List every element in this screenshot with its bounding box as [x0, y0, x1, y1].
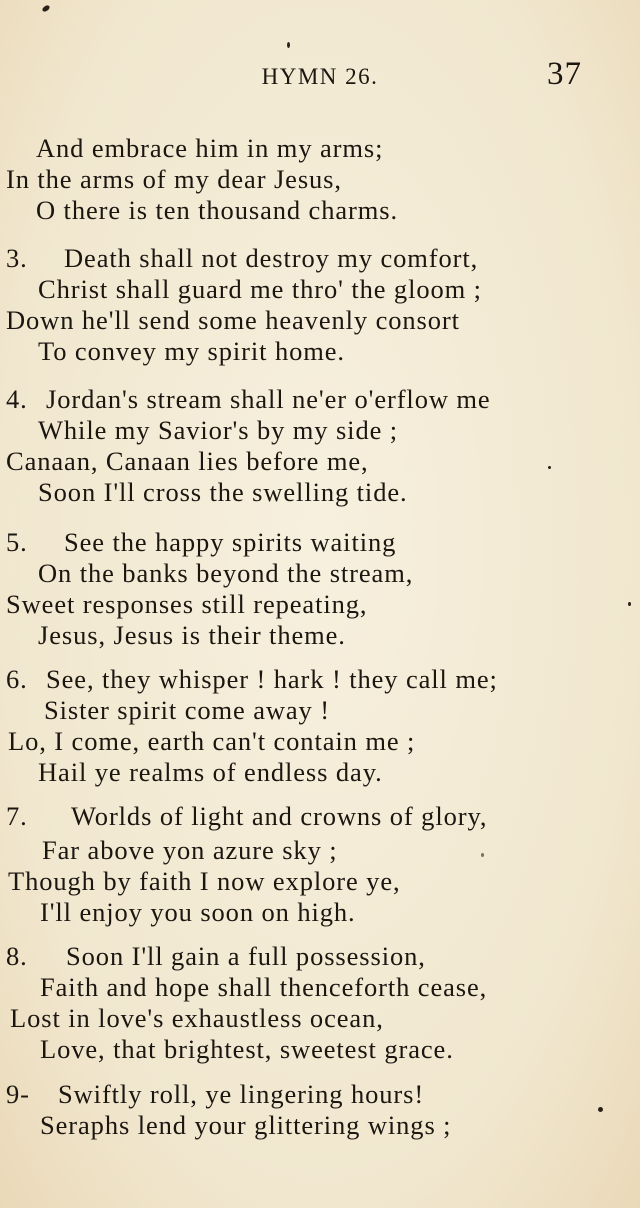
verse-line: Far above yon azure sky ; [42, 835, 338, 865]
verse-line: To convey my spirit home. [38, 336, 345, 366]
verse-line: Canaan, Canaan lies before me, [6, 446, 369, 476]
verse-line: In the arms of my dear Jesus, [6, 164, 342, 194]
verse-line: Seraphs lend your glittering wings ; [40, 1110, 452, 1140]
verse-line: Down he'll send some heavenly consort [6, 305, 460, 335]
verse-line: Sister spirit come away ! [44, 695, 330, 725]
stanza-7-line-1: 7. Worlds of light and crowns of glory, [6, 801, 488, 831]
stanza-number: 4. [6, 384, 28, 414]
verse-line: And embrace him in my arms; [36, 133, 384, 163]
verse-line: Love, that brightest, sweetest grace. [40, 1034, 454, 1064]
hymn-heading: HYMN 26. [261, 64, 379, 89]
verse-line: On the banks beyond the stream, [38, 558, 414, 588]
stanza-6-line-1: 6. See, they whisper ! hark ! they call me; [6, 664, 498, 694]
verse-line: Sweet responses still repeating, [6, 589, 368, 619]
verse-line: I'll enjoy you soon on high. [40, 897, 356, 927]
verse-line: Lo, I come, earth can't contain me ; [8, 726, 416, 756]
page-number: 37 [547, 56, 582, 92]
verse-line: O there is ten thousand charms. [36, 195, 399, 225]
stanza-number: 6. [6, 664, 28, 694]
ink-speck [481, 853, 484, 857]
verse-line: Faith and hope shall thenceforth cease, [40, 972, 488, 1002]
stanza-number: 8. [6, 941, 28, 971]
verse-line: Jesus, Jesus is their theme. [38, 620, 346, 650]
ink-speck [628, 602, 631, 606]
stanza-3-line-1: 3. Death shall not destroy my comfort, [6, 243, 479, 273]
stanza-5-line-1: 5. See the happy spirits waiting [6, 527, 397, 557]
verse-line: While my Savior's by my side ; [38, 415, 399, 445]
stanza-number: 7. [6, 801, 28, 831]
ink-speck [287, 42, 290, 48]
stanza-number: 9- [6, 1079, 30, 1109]
verse-line: Though by faith I now explore ye, [8, 866, 401, 896]
stanza-number: 5. [6, 527, 28, 557]
verse-line: Hail ye realms of endless day. [38, 757, 383, 787]
verse-line: Christ shall guard me thro' the gloom ; [38, 274, 482, 304]
stanza-4-line-1: 4. Jordan's stream shall ne'er o'erflow me [6, 384, 491, 414]
verse-line: Soon I'll cross the swelling tide. [38, 477, 408, 507]
stanza-number: 3. [6, 243, 28, 273]
stanza-9-line-1: 9- Swiftly roll, ye lingering hours! [6, 1079, 425, 1109]
ink-speck [41, 4, 50, 13]
stanza-8-line-1: 8. Soon I'll gain a full possession, [6, 941, 426, 971]
ink-speck [598, 1107, 603, 1112]
ink-speck [548, 466, 551, 469]
verse-line: Lost in love's exhaustless ocean, [10, 1003, 384, 1033]
